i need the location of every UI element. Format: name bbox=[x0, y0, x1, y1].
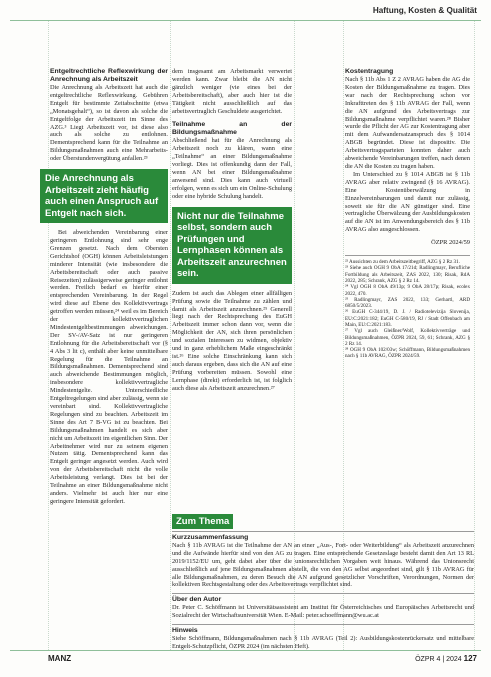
header-rule bbox=[10, 20, 481, 21]
pull-quote: Die Anrechnung als Arbeitszeit zieht häufig auch einen Anspruch auf Entgelt nach sich. bbox=[40, 169, 168, 223]
note-text: Siehe Schöffmann, Bildungsmaßnahmen nach § 11b AVRAG (Teil 2): Ausbildungskostenrückersatz und mittelbare Entgelt-Schutzpflicht, ÖZPR 2024 (im nächsten Heft). bbox=[172, 634, 474, 650]
paragraph: Bei abweichenden Vereinbarung einer geringeren Entlohnung sind sehr enge Grenzen gesetzt. Nach dem Obersten Gerichtshof (OGH) können Arbeitsleistungen minderer Intensität (wie insbesondere die Arbeitsbereitschaft oder auch passive Reisezeiten) zulässigerweise geringer entlohnt werden. Freilich bedarf es hierfür einer entsprechenden Vereinbarung. In der Regel wird diese auf Ebene des Kollektivvertrags getroffen werden müssen,²⁴ weil es im Bereich der kollektivvertraglichen Mindestentgeltbestimmungen abweichungen. Der SV-/AV-Satz ist nur geringeren Entlohnung für die Arbeitsbereitschaft vor (§ 4 Abs 3 lit c), enthält aber keine unmittelbare Regelung für die Teilnahme an Bildungsmaßnahmen. Dementsprechend sind auch abweichende Bestimmungen möglich, insbesondere kollektivvertragliche Mindestentgelte. Unterschiedliche Entgeltregelungen sind aber zulässig, wenn sie vereinbart sind. Kollektivvertragliche Regelungen sind zu beachten. Arbeitszeit im Sinne des Art 7 B-VG ist zu beachten. Bei Bildungsmaßnahmen handelt es sich aber nicht um Arbeitszeit im eigentlichen Sinn. Der Arbeitnehmer wird nur zu seinem eigenen Nutzen tätig. Dementsprechend kann das Entgelt geringer angesetzt werden. Auch wird von der Arbeitsbereitschaft nicht die volle Arbeitsleistung verlangt. Dies ist bei der Teilnahme an einer Bildungsmaßnahme nicht anders. Vielmehr ist auch hier nur eine geringere Intensität gefordert. bbox=[50, 229, 168, 505]
paragraph: dem insgesamt am Arbeitsmarkt verwertet werden kann. Zwar bleibt die AN nicht gänzlich weniger (vie eines bei der Arbeitsbereitschaft), aber auch hier ist die Tätigkeit nicht ausschließlich auf das arbeitsvertraglich Geschuldete ausgerichtet. bbox=[172, 68, 292, 115]
footnotes bbox=[345, 255, 470, 360]
pull-quote: Nicht nur die Teilnahme selbst, sondern auch Prüfungen und Lernphasen können als Arbeitszeit anzurechnen sein. bbox=[172, 207, 292, 284]
paragraph: Die Anrechnung als Arbeitszeit hat auch die entgeltrechtliche Reflexwirkung. Gebühren Entgelt für bestimmte Zeitabschnitte (etwa „Monatsgehalt“), so ist davon als solche die Entgeltfolge der Arbeitszeit im Sinne des AZG.³ Liegt Arbeitszeit vor, ist diese also auch als solche zu entlohnen. Dementsprechend kann für die Teilnahme an Bildungsmaßnahmen auch eine Mehrarbeits- oder Überstundenvergütung anfallen.²³ bbox=[50, 84, 168, 163]
footnote: ²⁵ Radlingmayr, ZAS 2022, 133; Gerhartl, ARD 6850/5/2023. bbox=[345, 296, 470, 310]
footnote: ²⁴ Vgl OGH 8 ObA 49/13p; 9 ObA 28/17p; Risak, ecolex 2022, 470. bbox=[345, 284, 470, 297]
page-reference bbox=[415, 654, 477, 663]
paragraph: Nach § 11b Abs 1 Z 2 AVRAG haben die AG die Kosten der Bildungsmaßnahme zu tragen. Dies war nach der Rechtsprechung schon vor Inkrafttreten des § 11b AVRAG der Fall, wenn die AN aufgrund des Arbeitsvertrags zur Bildungsmaßnahme verpflichtet waren.²⁸ Bisher wurde die Pflicht der AG zur Kostentragung aber mit dem Aufwandersatzanspruch des § 1014 ABGB begründet. Diese ist dispositiv. Die Arbeitsvertragsparteien konnten daher auch abweichende Vereinbarungen treffen, nach denen die AN die Kosten zu tragen haben. bbox=[345, 76, 470, 170]
footnote: ²² Aussichten zu dem Arbeitszeitbegriff, AZG § 2 Rz 31. bbox=[345, 259, 460, 266]
paragraph: Zudem ist auch das Ablegen einer allfälligen Prüfung sowie die Teilnahme zu zählen und damit als Arbeitszeit anzurechnen.²⁵ Generell liegt nach der Rechtsprechung des EuGH Arbeitszeit immer schon dann vor, wenn die Möglichkeit der AN, sich ihren persönlichen und sozialen Interessen zu widmen, objektiv und in ganz erheblichem Maße eingeschränkt ist.²⁶ Eine solche Einschränkung kann sich auch daraus ergeben, dass sich die AN auf eine Prüfung vorbereiten müssen. Sowohl eine Lernphase (direkt) erforderlich ist, ist folglich auch diese als Arbeitszeit anzurechnen.²⁷ bbox=[172, 289, 292, 392]
paragraph: Im Unterschied zu § 1014 ABGB ist § 11b AVRAG aber relativ zwingend (§ 16 AVRAG). Eine Kostenüberwälzung in Einzelvereinbarungen und damit nur zulässig, soweit sie für die AN günstiger sind. Eine vertragliche Überwälzung der Ausbildungskosten auf die AN ist im Anwendungsbereich des § 11b AVRAG also ausgeschlossen. bbox=[345, 170, 470, 234]
paragraph: Abschließend hat für die Anrechnung als Arbeitszeit noch zu klären, wann eine „Teilnahme“ an einer Bildungsmaßnahme vorliegt. Dies ist offenkundig dann der Fall, wenn AN bei einer Bildungsmaßnahme anwesend sind. Dies kann auch virtuell erfolgen, wenn es sich um ein Online-Schulung oder eine hybride Schulung handelt. bbox=[172, 137, 292, 200]
publisher-logo: MANZ bbox=[48, 654, 72, 663]
footnote: ²⁶ EuGH C-344/19, D. J. / Radiotelevizija Slovenija, EU:C:2021:182; EuGH C-580/19, RJ / Stadt Offenbach am Main, EU:C:2021:183. bbox=[345, 309, 470, 328]
note-heading: Hinweis bbox=[172, 624, 474, 635]
author-text: Dr. Peter C. Schöffmann ist Universitätsassistent am Institut für Österreichisches und Europäisches Arbeitsrecht und Sozialrecht der Wirtschaftsuniversität Wien. E-Mail: peter.schoeffmann@wu.ac.at bbox=[172, 604, 474, 620]
summary-heading: Kurzzusammenfassung bbox=[172, 531, 474, 542]
summary-title: Zum Thema bbox=[172, 514, 233, 529]
summary-text: Nach § 11b AVRAG ist die Teilnahme der AN an einer „Aus-, Fort- oder Weiterbildung“ als Arbeitszeit anzurechnen und die Aufwände hierfür sind von den AG zu tragen. Eine entsprechende Gesetzeslage besteht damit den Art 13 RL 2019/1152/EU um, geht dabei aber über die unionsrechtlichen Vorgaben weit hinaus. Während das Unionsrecht ausschließlich auf jene Bildungsmaßnahmen abstellt, die von den AG selbst angeordnet sind, gilt § 11b AVRAG für alle Bildungsmaßnahmen, zu deren Besuch die AN aufgrund gesetzlicher Vorschriften, Verordnungen, Normen der kollektiven Rechtsgestaltung oder des Arbeitsvertrags verpflichtet sind. bbox=[172, 541, 474, 589]
grid-guide bbox=[170, 20, 171, 650]
section-heading: Teilnahme an der Bildungsmaßnahme bbox=[172, 121, 292, 137]
footnote: ²⁸ OGH 9 ObA 102/03w; Schöffmann, Bildungsmaßnahmen nach § 11b AVRAG, ÖZPR 2024/59. bbox=[345, 347, 470, 360]
section-header: Haftung, Kosten & Qualität bbox=[372, 6, 477, 15]
section-heading: Entgeltrechtliche Reflexwirkung der Anrechnung als Arbeitszeit bbox=[50, 68, 168, 83]
footnote: ²⁷ Vgl auch Gleißner/Wolf, Kollektivverträge und Bildungsmaßnahmen, ÖZPR 2024, 59, 61; Schrank, AZG § 2 Rz 14. bbox=[345, 328, 470, 347]
article-signature: ÖZPR 2024/59 bbox=[431, 239, 470, 247]
column-1 bbox=[45, 68, 168, 506]
column-2 bbox=[172, 68, 292, 392]
grid-guide bbox=[48, 20, 49, 650]
issue-label: ÖZPR 4 | 2024 bbox=[415, 656, 462, 663]
section-heading: Kostentragung bbox=[345, 68, 394, 75]
column-3 bbox=[345, 68, 470, 360]
footer-rule bbox=[10, 650, 481, 651]
footnote: ²³ Siehe auch OGH 9 ObA 17/21d; Radlingmayr, Berufliche Fortbildung als Arbeitszeit, ZAS 2022, 130; Risak, RdA 2022, 285; Schrank, AZG § 2 Rz 14. bbox=[345, 265, 470, 284]
grid-guide bbox=[474, 20, 475, 650]
author-heading: Über den Autor bbox=[172, 593, 474, 604]
summary-box bbox=[172, 530, 474, 655]
page-number: 127 bbox=[463, 654, 477, 663]
